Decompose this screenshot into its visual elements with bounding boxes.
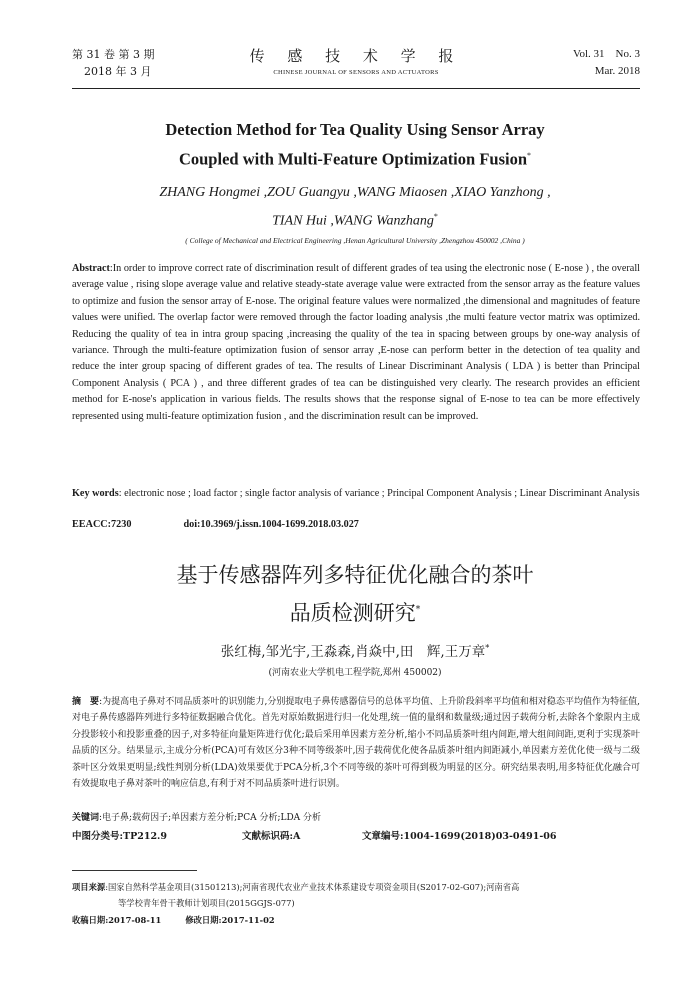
- dates-footnote: [72, 914, 275, 926]
- english-title-line2: Coupled with Multi-Feature Optimization Fusion: [178, 149, 528, 169]
- funding-text-continued: 等学校青年骨干教师计划项目(2015GGJS-077): [118, 898, 295, 908]
- chinese-authors-text: 张红梅,邹光宇,王淼森,肖焱中,田 辉,王万章: [220, 644, 486, 660]
- english-authors: [70, 181, 640, 234]
- english-title-line1: Detection Method for Tea Quality Using Sensor Array: [165, 120, 545, 139]
- english-affiliation: ( College of Mechanical and Electrical Engineering ,Henan Agricultural University ,Zhengzhou 450002 ,China ): [185, 236, 525, 245]
- chinese-title-line1: 基于传感器阵列多特征优化融合的茶叶: [176, 563, 534, 587]
- article-number: 文章编号:1004-1699(2018)03-0491-06: [362, 831, 557, 842]
- chinese-affiliation: (河南农业大学机电工程学院,郑州 450002): [268, 668, 442, 678]
- english-keywords-text: : electronic nose ; load factor ; single factor analysis of variance ; Principal Component Analysis ; Linear Discriminant Analysis: [118, 488, 640, 499]
- document-code: 文献标识码:A: [242, 831, 301, 842]
- chinese-abstract: [72, 694, 640, 792]
- header-right: [573, 46, 640, 80]
- date-zh: 2018 年 3 月: [84, 65, 152, 78]
- chinese-keywords: [72, 810, 640, 823]
- funding-footnote: [72, 879, 640, 911]
- classification-line: [72, 828, 640, 842]
- chinese-authors: [70, 640, 640, 660]
- chinese-abstract-label: 摘 要: [72, 697, 100, 707]
- english-abstract-label: Abstract: [72, 263, 110, 274]
- funding-text: :国家自然科学基金项目(31501213);河南省现代农业产业技术体系建设专项资金项目(S2017-02-G07);河南省高: [105, 882, 520, 892]
- english-authors-line2: TIAN Hui ,WANG Wanzhang: [272, 213, 434, 229]
- chinese-abstract-text: :为提高电子鼻对不同品质茶叶的识别能力,分别提取电子鼻传感器信号的总体平均值、上升阶段斜率平均值和相对稳态平均值作为特征值,对电子鼻传感器阵列进行多特征数据融合优化。首先对原始数据进行归一化处理,统一值的量纲和数量级;通过因子载荷分析,去除各个象限内主成分投影较小和投影重叠的因子,对多特征向量矩阵进行优化;最后采用单因素方差分析,缩小不同品质茶叶组内间距,增大组间间距,更利于实现茶叶品质的区分。结果显示,主成分分析(PCA)可有效区分3种不同等级茶叶,因子载荷优化使各品质茶叶组内间距减小,单因素方差优化使一级与二级茶叶区分效果更明显;线性判别分析(LDA)效果要优于PCA分析,3个不同等级的茶叶可得到极为明显的区分。研究结果表明,用多特征优化融合可有效提取电子鼻对茶叶的响应信息,有利于对不同品质茶叶进行识别。: [72, 697, 640, 790]
- english-abstract: [72, 261, 640, 425]
- chinese-keywords-text: :电子鼻;载荷因子;单因素方差分析;PCA 分析;LDA 分析: [99, 813, 322, 823]
- header-divider: [72, 88, 640, 89]
- volume-issue-en: Vol. 31 No. 3: [572, 48, 640, 60]
- english-keywords-label: Key words: [72, 488, 119, 499]
- chinese-title-mark: *: [415, 605, 421, 615]
- chinese-keywords-label: 关键词: [72, 813, 100, 823]
- chinese-authors-mark: *: [485, 643, 490, 653]
- eeacc-doi-line: [72, 519, 640, 530]
- english-title-footnote-mark: *: [527, 151, 532, 160]
- journal-header: [72, 46, 640, 84]
- journal-name-en: CHINESE JOURNAL OF SENSORS AND ACTUATORS: [273, 69, 439, 76]
- chinese-title: [70, 558, 640, 631]
- funding-label: 项目来源: [72, 882, 106, 892]
- english-title: [70, 117, 640, 173]
- date-en: Mar. 2018: [594, 65, 640, 77]
- eeacc-code: EEACC:7230: [72, 519, 132, 530]
- journal-name-zh: 传 感 技 术 学 报: [249, 47, 463, 65]
- header-center: [72, 46, 640, 76]
- english-keywords: [72, 486, 640, 502]
- doi: doi:10.3969/j.issn.1004-1699.2018.03.027: [183, 519, 359, 530]
- received-date: 收稿日期:2017-08-11: [72, 915, 162, 925]
- volume-issue-zh: 第 31 卷 第 3 期: [72, 48, 155, 61]
- footnote-divider: [72, 870, 197, 871]
- chinese-title-line2: 品质检测研究: [289, 601, 416, 625]
- english-authors-mark: *: [433, 212, 438, 221]
- english-abstract-text: :In order to improve correct rate of discrimination result of different grades of tea using the electronic nose ( E-nose ) , the overall average value , rising slope average value and relative steady-state average value were extracted from the sensor array as the feature values to optimize and fusion the sensor array of E-nose. The original feature values were normalized ,the dimensional and magnitudes of feature values were unified. The overlap factor were removed through the factor loading analysis ,the multi feature vector matrix was optimized. Reducing the quality of tea in intra group spacing ,increasing the quality of the tea in spacing between groups by one-way analysis of variance. Through the multi-feature optimization fusion of sensor array ,E-nose can perform better in the detection of tea quality and reduce the inter group spacing of different grades of tea. The results of Linear Discriminant Analysis ( LDA ) is better than Principal Component Analysis ( PCA ) , and three different grades of tea can be distinguished very clearly. The research provides an efficient method for E-nose's application in various fields. The results shows that the response signal of E-nose to tea can be more effectively represented using multi-feature optimization fusion , and the discrimination result can be improved.: [72, 263, 640, 422]
- clc-number: 中图分类号:TP212.9: [72, 831, 167, 842]
- revised-date: 修改日期:2017-11-02: [185, 915, 275, 925]
- english-authors-line1: ZHANG Hongmei ,ZOU Guangyu ,WANG Miaosen ,XIAO Yanzhong ,: [159, 185, 551, 200]
